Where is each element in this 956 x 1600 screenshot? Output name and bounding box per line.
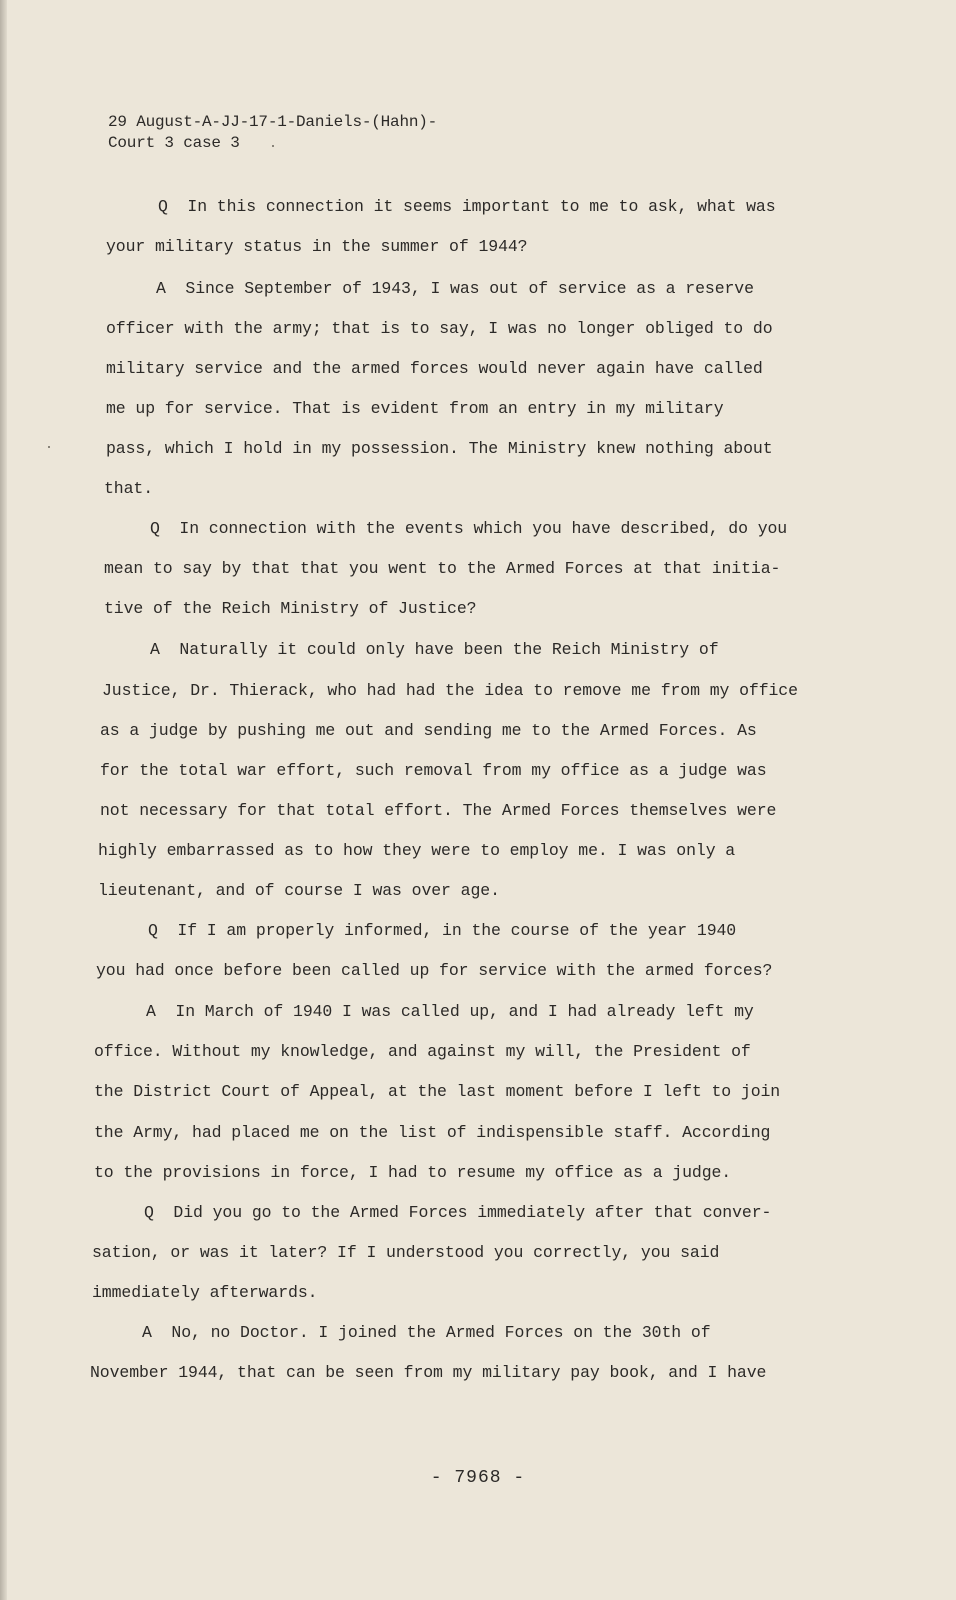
transcript-line: as a judge by pushing me out and sending me to the Armed Forces. As (100, 721, 757, 740)
transcript-line: me up for service. That is evident from an entry in my military (106, 399, 724, 418)
transcript-line: mean to say by that that you went to the Armed Forces at that initia- (104, 559, 781, 578)
transcript-line: officer with the army; that is to say, I was no longer obliged to do (106, 319, 773, 338)
transcript-line: sation, or was it later? If I understood you correctly, you said (92, 1243, 720, 1262)
transcript-line: you had once before been called up for service with the armed forces? (96, 961, 773, 980)
transcript-line: pass, which I hold in my possession. The Ministry knew nothing about (106, 439, 773, 458)
paper-speck (272, 145, 274, 147)
transcript-line: not necessary for that total effort. The Armed Forces themselves were (100, 801, 777, 820)
transcript-line: Q If I am properly informed, in the course of the year 1940 (148, 921, 737, 940)
transcript-line: your military status in the summer of 1944? (106, 237, 528, 256)
transcript-line: immediately afterwards. (92, 1283, 318, 1302)
transcript-line: for the total war effort, such removal from my office as a judge was (100, 761, 767, 780)
transcript-line: that. (104, 479, 154, 498)
transcript-line: Q In connection with the events which you have described, do you (150, 519, 788, 538)
transcript-line: November 1944, that can be seen from my military pay book, and I have (90, 1363, 767, 1382)
transcript-line: to the provisions in force, I had to resume my office as a judge. (94, 1163, 732, 1182)
transcript-line: the District Court of Appeal, at the last moment before I left to join (94, 1082, 781, 1101)
transcript-line: highly embarrassed as to how they were to employ me. I was only a (98, 841, 736, 860)
transcript-line: lieutenant, and of course I was over age. (98, 881, 500, 900)
header-line-1: 29 August-A-JJ-17-1-Daniels-(Hahn)- (108, 113, 438, 131)
paper-speck (48, 446, 50, 448)
transcript-line: A Since September of 1943, I was out of service as a reserve (156, 279, 754, 298)
transcript-line: tive of the Reich Ministry of Justice? (104, 599, 477, 618)
transcript-line: A In March of 1940 I was called up, and I had already left my (146, 1002, 754, 1021)
transcript-line: Justice, Dr. Thierack, who had had the idea to remove me from my office (102, 681, 798, 700)
transcript-line: Q In this connection it seems important to me to ask, what was (158, 197, 776, 216)
transcript-line: Q Did you go to the Armed Forces immediately after that conver- (144, 1203, 772, 1222)
transcript-line: A Naturally it could only have been the Reich Ministry of (150, 640, 719, 659)
transcript-line: the Army, had placed me on the list of indispensible staff. According (94, 1123, 771, 1142)
transcript-line: military service and the armed forces would never again have called (106, 359, 763, 378)
page-number: - 7968 - (430, 1468, 526, 1488)
header-line-2: Court 3 case 3 (108, 134, 240, 152)
transcript-line: office. Without my knowledge, and against my will, the President of (94, 1042, 751, 1061)
transcript-line: A No, no Doctor. I joined the Armed Forces on the 30th of (142, 1323, 711, 1342)
